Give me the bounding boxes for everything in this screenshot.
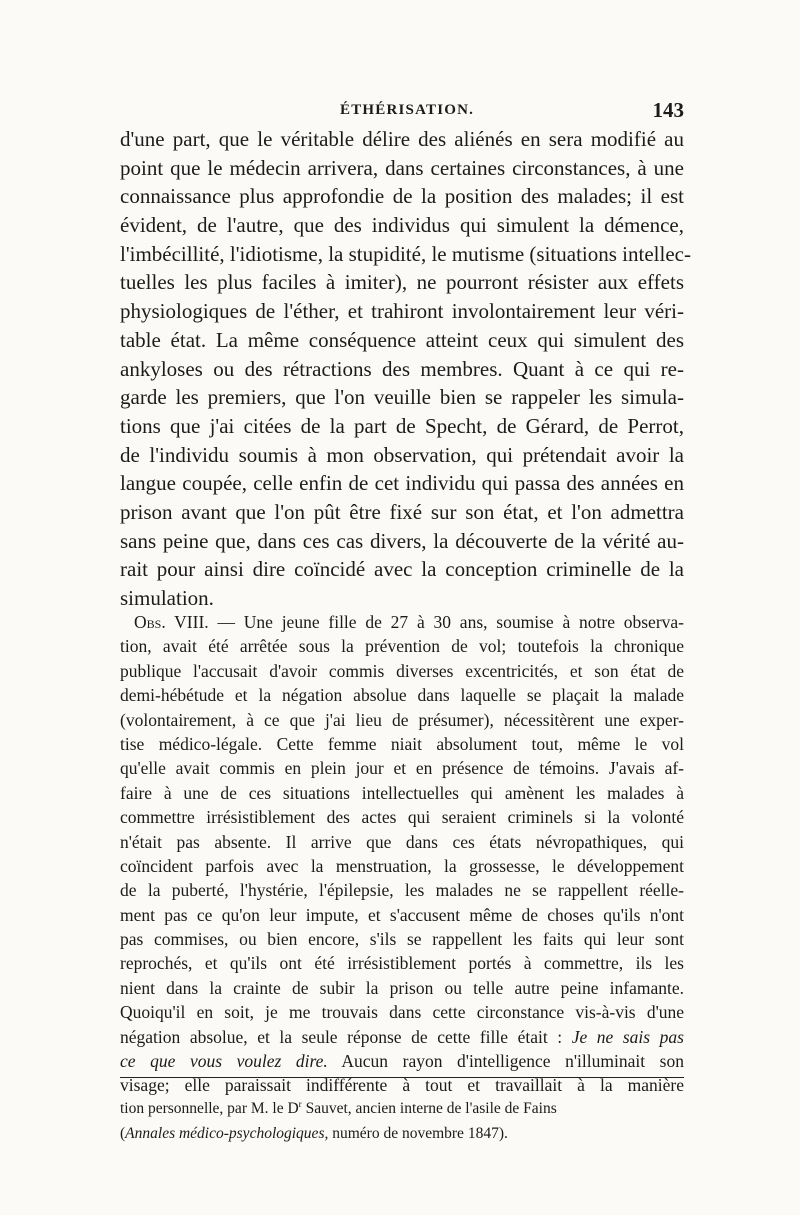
text-line: garde les premiers, que l'on veuille bien se rappeler les simula-: [120, 385, 684, 410]
footnote-paren: (: [120, 1125, 126, 1142]
text-line: l'imbécillité, l'idiotisme, la stupidité, le mutisme (situations intellec-: [120, 241, 691, 266]
text-line: tion, avait été arrêtée sous la prévention de vol; toutefois la chronique: [120, 636, 684, 657]
footnote-text: numéro de novembre 1847).: [328, 1125, 508, 1142]
text-line: nient dans la crainte de subir la prison ou telle autre peine infamante.: [120, 977, 684, 998]
observation-paragraph: [120, 610, 684, 1098]
footnote-line-1: [120, 1096, 684, 1121]
text-line: n'était pas absente. Il arrive que dans ces états névropathiques, qui: [120, 831, 684, 852]
main-paragraph: [120, 125, 691, 613]
text-line: simulation.: [120, 586, 214, 610]
footnote: [120, 1096, 684, 1146]
quote-follow-up: Aucun rayon d'intelligence n'illuminait son: [327, 1051, 684, 1072]
text-line: table état. La même conséquence atteint ceux qui simulent des: [120, 327, 684, 352]
quote-line-1: [120, 1025, 684, 1049]
running-title: ÉTHÉRISATION.: [340, 102, 475, 118]
text-line: Quoiqu'il en soit, je me trouvais dans cette circonstance vis-à-vis d'une: [120, 1002, 684, 1023]
text-line: connaissance plus approfondie de la position des malades; il est: [120, 184, 684, 209]
quote-part-1: Je ne sais pas: [571, 1026, 684, 1047]
text-line: commettre irrésistiblement des actes qui seraient criminels si la volonté: [120, 807, 684, 828]
footnote-text: tion personnelle, par M. le D: [120, 1100, 299, 1117]
text-line: d'une part, que le véritable délire des aliénés en sera modifié au: [120, 127, 684, 151]
text-line: tions que j'ai citées de la part de Specht, de Gérard, de Perrot,: [120, 413, 684, 438]
quote-lead-in: négation absolue, et la seule réponse de cette fille était :: [120, 1026, 572, 1047]
text-line: prison avant que l'on pût être fixé sur son état, et l'on admettra: [120, 499, 684, 524]
observation-label: Obs. VIII.: [134, 612, 209, 632]
quote-part-2: ce que vous voulez dire.: [120, 1051, 328, 1072]
text-line: (volontairement, à ce que j'ai lieu de présumer), nécessitèrent une exper-: [120, 709, 684, 730]
text-line: langue coupée, celle enfin de cet individu qui passa des années en: [120, 471, 684, 496]
footnote-text: Sauvet, ancien interne de l'asile de Fains: [301, 1100, 557, 1117]
text-line: tuelles les plus faciles à imiter), ne pourront résister aux effets: [120, 270, 684, 295]
text-line: reprochés, et qu'ils ont été irrésistiblement portés à commettre, ils les: [120, 953, 684, 974]
footnote-line-2: [120, 1121, 684, 1146]
text-line: visage; elle paraissait indifférente à tout et travaillait à la manière: [120, 1075, 684, 1096]
quote-line-2: [120, 1049, 684, 1073]
text-line: coïncident parfois avec la menstruation, la grossesse, le développement: [120, 855, 684, 876]
text-line: demi-hébétude et la négation absolue dans laquelle se plaçait la malade: [120, 685, 684, 706]
text-line: publique l'accusait d'avoir commis diverses excentricités, et son état de: [120, 660, 684, 681]
footnote-divider: [120, 1077, 684, 1078]
journal-title: Annales médico-psychologiques,: [125, 1125, 329, 1142]
text-line: physiologiques de l'éther, et trahiront involontairement leur véri-: [120, 299, 684, 324]
text-line: qu'elle avait commis en plein jour et en présence de témoins. J'avais af-: [120, 758, 684, 779]
text-line: ment pas ce qu'on leur impute, et s'accusent même de choses qu'ils n'ont: [120, 904, 684, 925]
observation-first-line-text: — Une jeune fille de 27 à 30 ans, soumise à notre observa-: [208, 612, 685, 632]
text-line: tise médico-légale. Cette femme niait absolument tout, même le vol: [120, 733, 684, 754]
observation-first-line: [120, 610, 684, 634]
page-header: [120, 98, 684, 126]
text-line: sans peine que, dans ces cas divers, la découverte de la vérité au-: [120, 528, 684, 553]
text-line: ankyloses ou des rétractions des membres. Quant à ce qui re-: [120, 356, 684, 381]
doctor-abbrev-superscript: r: [298, 1099, 302, 1110]
text-line: point que le médecin arrivera, dans certaines circonstances, à une: [120, 155, 684, 180]
text-line: évident, de l'autre, que des individus qui simulent la démence,: [120, 213, 684, 238]
text-line: rait pour ainsi dire coïncidé avec la conception criminelle de la: [120, 557, 684, 582]
text-line: de la puberté, l'hystérie, l'épilepsie, les malades ne se rappellent réelle-: [120, 880, 684, 901]
text-line: pas commises, ou bien encore, s'ils se rappellent les faits qui leur sont: [120, 929, 684, 950]
text-line: de l'individu soumis à mon observation, qui prétendait avoir la: [120, 442, 684, 467]
page-number: 143: [652, 98, 684, 122]
text-line: faire à une de ces situations intellectuelles qui amènent les malades à: [120, 782, 684, 803]
